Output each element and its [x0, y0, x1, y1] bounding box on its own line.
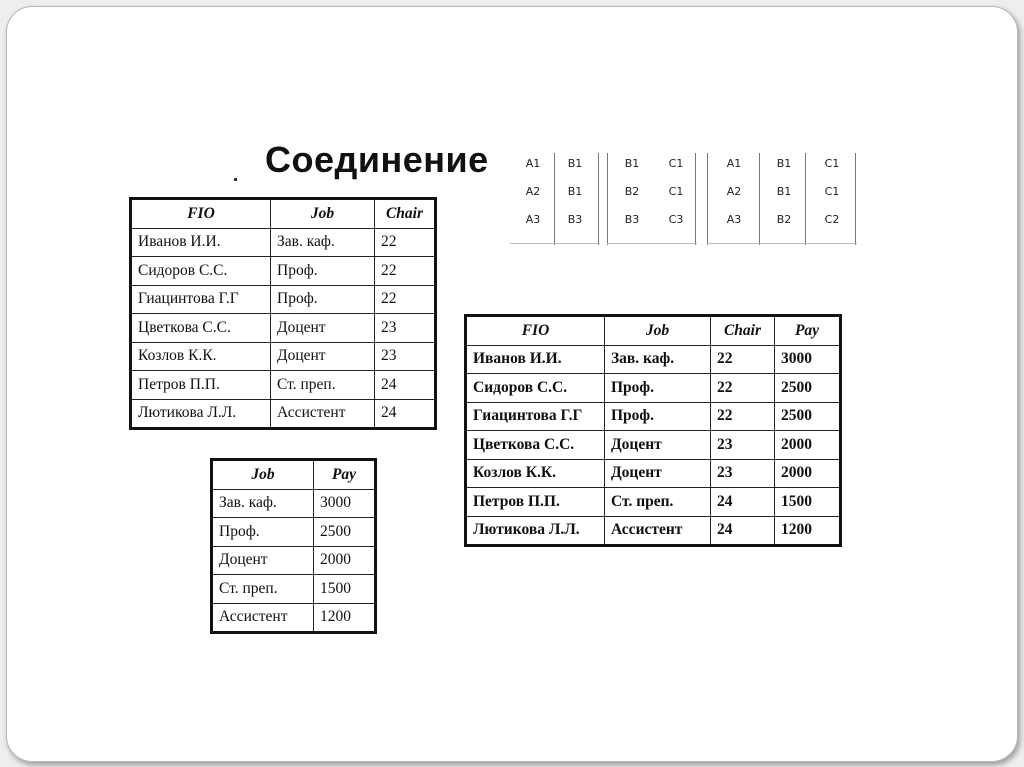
pay-cell: 1200 [314, 603, 376, 633]
relation-r-cell: B1 [567, 185, 583, 198]
relation-r-cell: A1 [525, 157, 541, 170]
table-row [131, 257, 436, 286]
employees-table [129, 197, 437, 430]
job-cell: Ст. преп. [212, 575, 314, 604]
relation-join-cell: A3 [726, 213, 742, 226]
fio-cell: Лютикова Л.Л. [466, 516, 605, 546]
pay-cell: 2500 [775, 402, 841, 431]
fio-cell: Цветкова С.С. [466, 431, 605, 460]
job-cell: Доцент [271, 314, 375, 343]
relation-join-cell: B1 [776, 157, 792, 170]
relation-join-cell: A1 [726, 157, 742, 170]
relation-join-right-edge [855, 153, 856, 245]
relation-s-cell: B1 [624, 157, 640, 170]
table-row [466, 374, 841, 403]
chair-cell: 22 [375, 257, 436, 286]
column-header: FIO [131, 199, 271, 229]
relation-join-cell: C2 [824, 213, 840, 226]
chair-cell: 23 [375, 342, 436, 371]
relation-join-cell: C1 [824, 185, 840, 198]
pay-cell: 3000 [775, 345, 841, 374]
bullet-dot [234, 178, 237, 181]
table-row [212, 603, 376, 633]
column-header: FIO [466, 316, 605, 346]
fio-cell: Сидоров С.С. [131, 257, 271, 286]
chair-cell: 23 [711, 459, 775, 488]
fio-cell: Петров П.П. [131, 371, 271, 400]
relation-join-bottom [707, 243, 857, 244]
relation-s-bottom [607, 243, 697, 244]
pay-cell: 3000 [314, 489, 376, 518]
column-header: Job [271, 199, 375, 229]
table-row [131, 228, 436, 257]
pay-cell: 2500 [314, 518, 376, 547]
fio-cell: Лютикова Л.Л. [131, 399, 271, 429]
chair-cell: 22 [711, 345, 775, 374]
pay-cell: 2000 [775, 431, 841, 460]
column-header: Chair [711, 316, 775, 346]
table-header-row [212, 460, 376, 490]
relation-s-grid [607, 153, 697, 243]
job-cell: Проф. [605, 402, 711, 431]
relation-join-left-edge [707, 153, 708, 245]
chair-cell: 23 [375, 314, 436, 343]
column-header: Job [605, 316, 711, 346]
relation-r-cell: B3 [567, 213, 583, 226]
chair-cell: 24 [375, 399, 436, 429]
fio-cell: Гиацинтова Г.Г [131, 285, 271, 314]
table-row [466, 431, 841, 460]
job-cell: Проф. [271, 285, 375, 314]
table-header-row [466, 316, 841, 346]
relation-join-divider [759, 153, 760, 245]
table-row [131, 371, 436, 400]
job-cell: Доцент [212, 546, 314, 575]
column-header: Chair [375, 199, 436, 229]
table-row [466, 402, 841, 431]
column-header: Job [212, 460, 314, 490]
job-cell: Доцент [271, 342, 375, 371]
relation-join-cell: B2 [776, 213, 792, 226]
pay-cell: 1200 [775, 516, 841, 546]
relation-s-right-edge [695, 153, 696, 245]
job-cell: Проф. [212, 518, 314, 547]
job-cell: Ст. преп. [605, 488, 711, 517]
relation-r-right-edge [598, 153, 599, 245]
slide [6, 6, 1018, 762]
chair-cell: 22 [711, 402, 775, 431]
pay-table [210, 458, 377, 634]
table-row [466, 488, 841, 517]
relation-s-cell: C1 [668, 157, 684, 170]
table-row [131, 314, 436, 343]
pay-cell: 1500 [314, 575, 376, 604]
table-header-row [131, 199, 436, 229]
column-header: Pay [775, 316, 841, 346]
slide-title: Соединение [265, 139, 489, 180]
relation-r-bottom [510, 243, 600, 244]
chair-cell: 24 [711, 516, 775, 546]
column-header: Pay [314, 460, 376, 490]
chair-cell: 24 [711, 488, 775, 517]
table-row [212, 546, 376, 575]
relation-r-cell: A2 [525, 185, 541, 198]
job-cell: Ассистент [212, 603, 314, 633]
table-row [212, 489, 376, 518]
chair-cell: 22 [711, 374, 775, 403]
relation-s-cell: C1 [668, 185, 684, 198]
fio-cell: Иванов И.И. [466, 345, 605, 374]
joined-table [464, 314, 842, 547]
table-row [131, 399, 436, 429]
table-row [131, 342, 436, 371]
relation-join-divider [805, 153, 806, 245]
fio-cell: Козлов К.К. [466, 459, 605, 488]
job-cell: Проф. [271, 257, 375, 286]
pay-cell: 2500 [775, 374, 841, 403]
chair-cell: 24 [375, 371, 436, 400]
fio-cell: Сидоров С.С. [466, 374, 605, 403]
job-cell: Ст. преп. [271, 371, 375, 400]
job-cell: Зав. каф. [271, 228, 375, 257]
relation-s-cell: C3 [668, 213, 684, 226]
relation-r-divider [554, 153, 555, 245]
pay-cell: 2000 [314, 546, 376, 575]
chair-cell: 23 [711, 431, 775, 460]
relation-join-cell: A2 [726, 185, 742, 198]
relation-r-grid [510, 153, 600, 243]
pay-cell: 2000 [775, 459, 841, 488]
chair-cell: 22 [375, 285, 436, 314]
table-row [466, 345, 841, 374]
relation-join-cell: B1 [776, 185, 792, 198]
job-cell: Зав. каф. [605, 345, 711, 374]
chair-cell: 22 [375, 228, 436, 257]
relation-s-cell: B3 [624, 213, 640, 226]
job-cell: Проф. [605, 374, 711, 403]
relation-r-cell: A3 [525, 213, 541, 226]
relation-s-cell: B2 [624, 185, 640, 198]
relation-join-cell: C1 [824, 157, 840, 170]
fio-cell: Иванов И.И. [131, 228, 271, 257]
fio-cell: Цветкова С.С. [131, 314, 271, 343]
fio-cell: Петров П.П. [466, 488, 605, 517]
table-row [131, 285, 436, 314]
job-cell: Ассистент [605, 516, 711, 546]
relation-join-grid [707, 153, 857, 243]
table-row [212, 518, 376, 547]
table-row [212, 575, 376, 604]
table-row [466, 459, 841, 488]
table-row [466, 516, 841, 546]
relation-r-cell: B1 [567, 157, 583, 170]
fio-cell: Козлов К.К. [131, 342, 271, 371]
job-cell: Зав. каф. [212, 489, 314, 518]
pay-cell: 1500 [775, 488, 841, 517]
job-cell: Доцент [605, 459, 711, 488]
relation-s-left-edge [607, 153, 608, 245]
fio-cell: Гиацинтова Г.Г [466, 402, 605, 431]
job-cell: Ассистент [271, 399, 375, 429]
job-cell: Доцент [605, 431, 711, 460]
